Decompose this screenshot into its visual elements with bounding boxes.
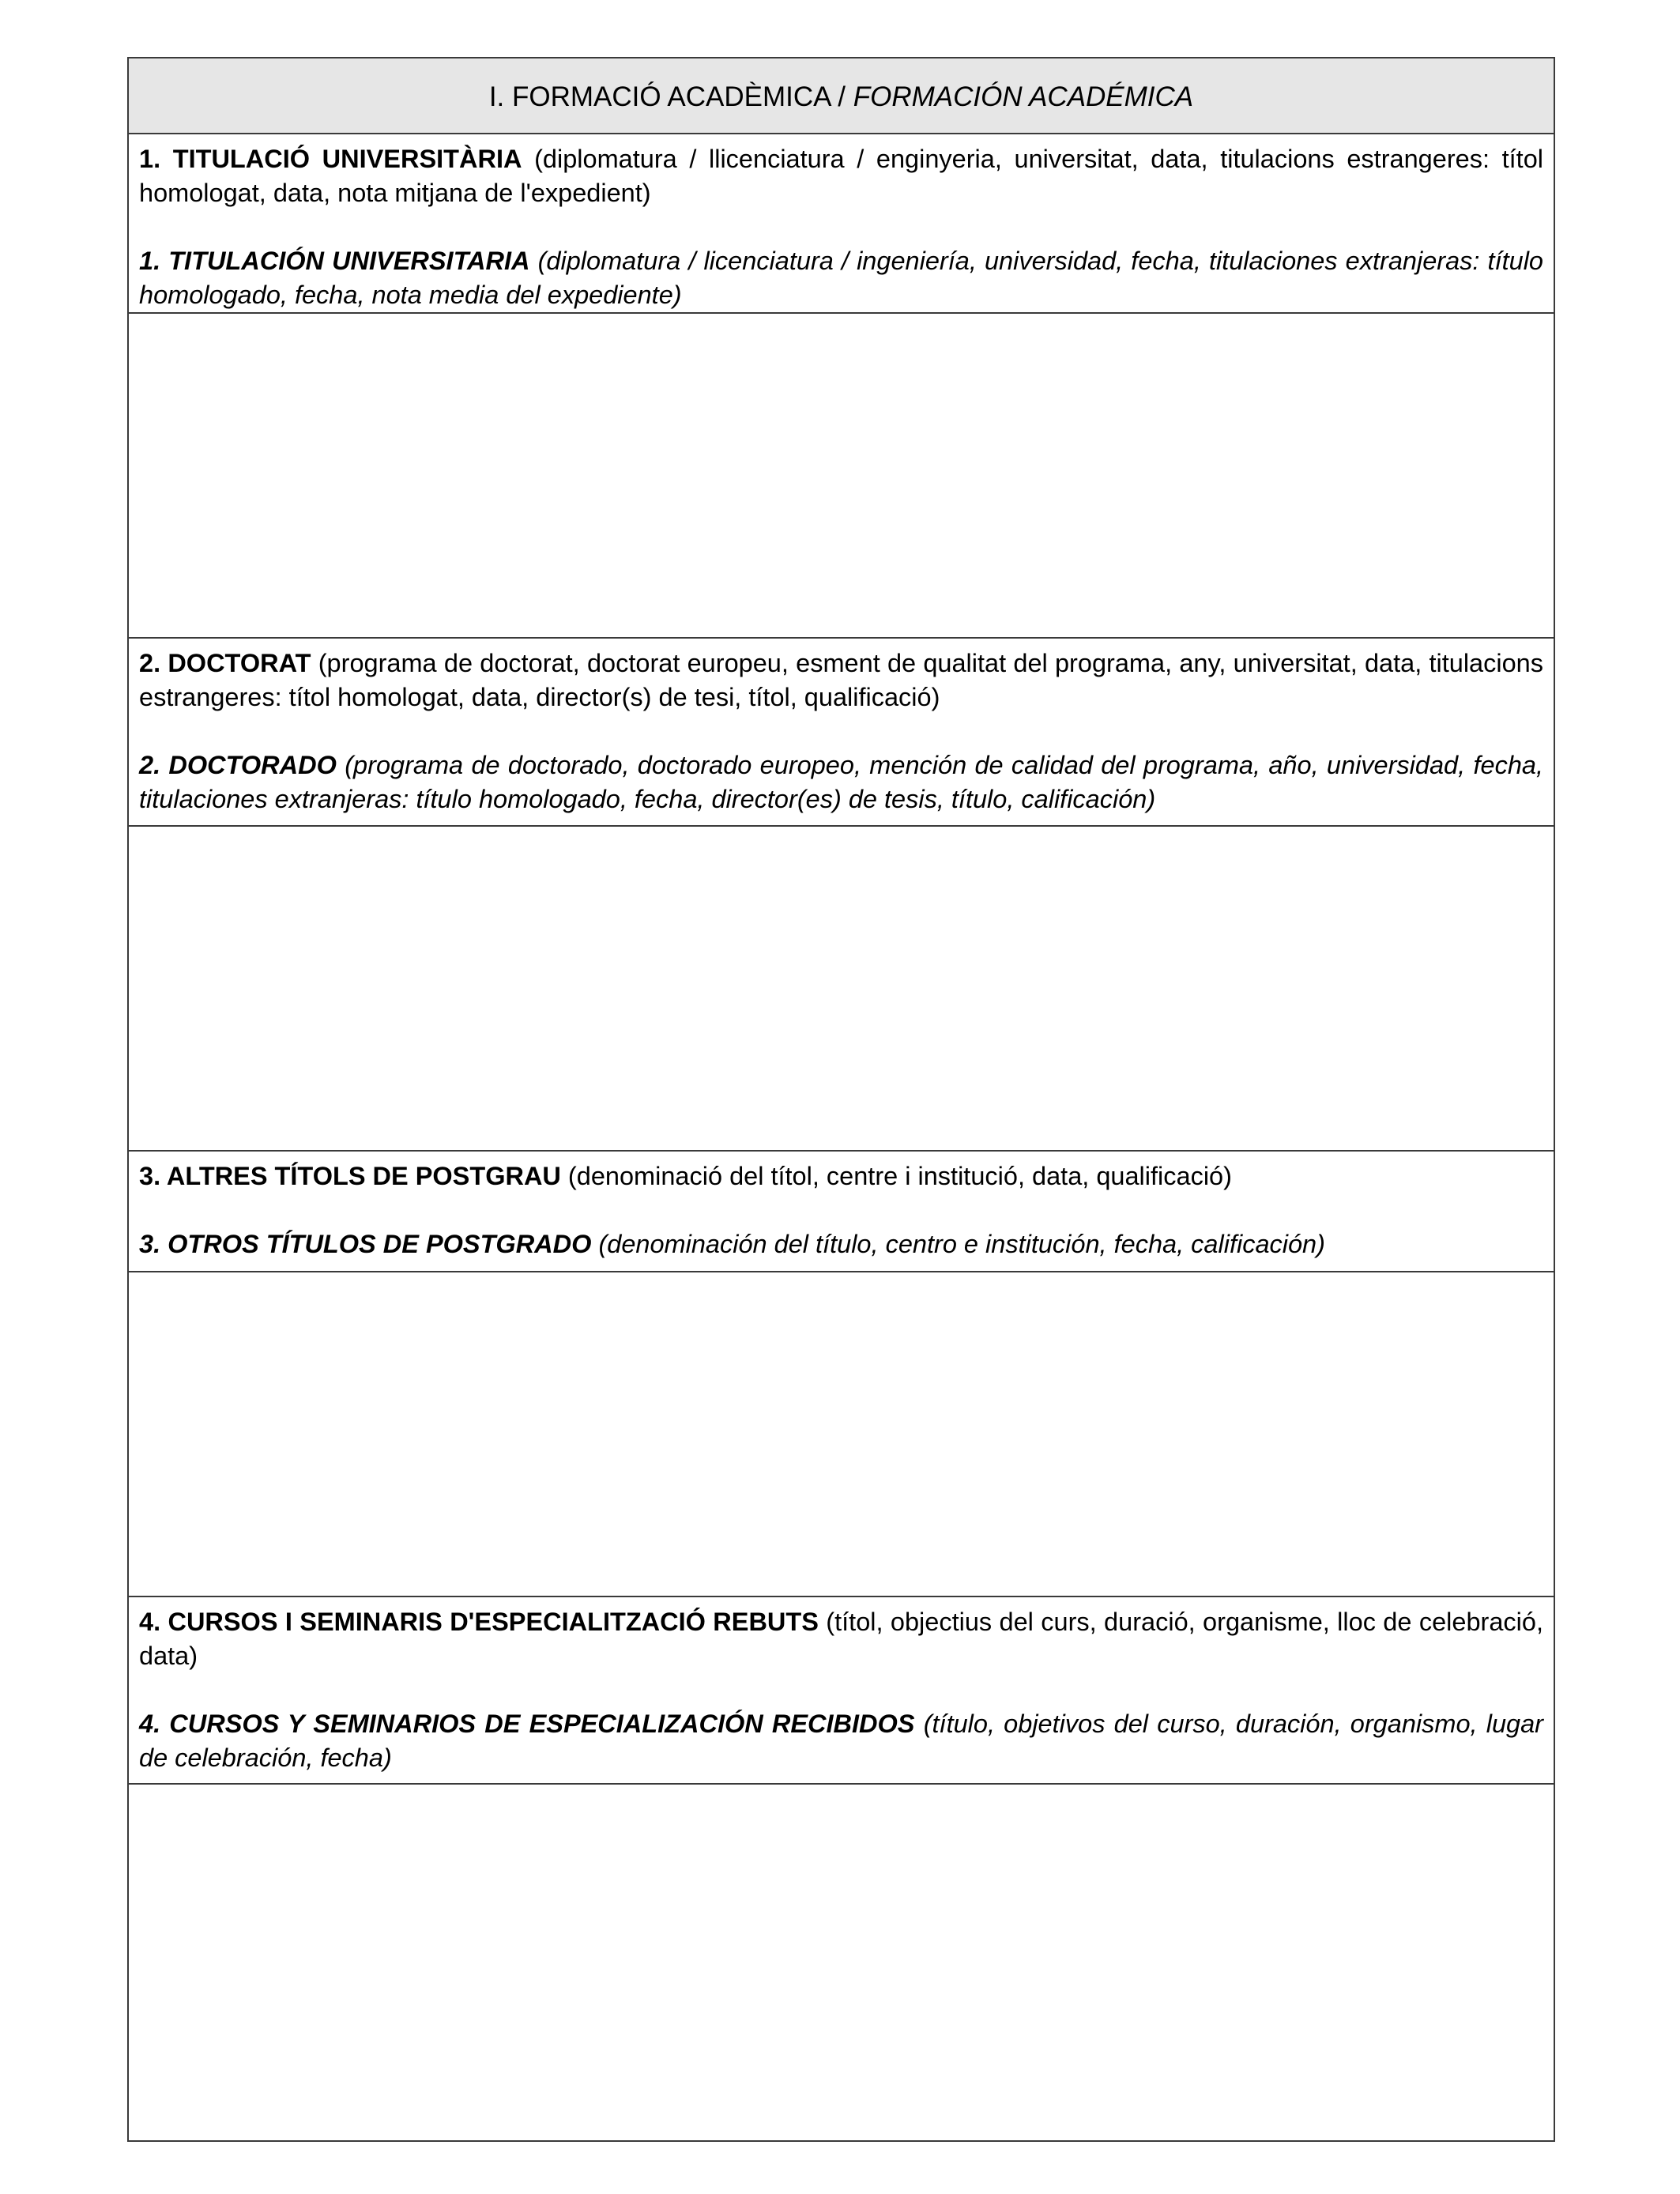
section-1-title-es: 1. TITULACIÓN UNIVERSITARIA bbox=[139, 247, 530, 275]
section-2-desc-es: (programa de doctorado, doctorado europeo, mención de calidad del programa, año, universidad, fecha, titulaciones extranjeras: título homologado, fecha, director(es) de tesis, título, calificación) bbox=[139, 751, 1544, 813]
section-2-desc-ca: (programa de doctorat, doctorat europeu, esment de qualitat del programa, any, universitat, data, titulacions estrangeres: títol homologat, data, director(s) de tesi, títol, qualificació) bbox=[139, 649, 1543, 711]
section-4-spanish bbox=[139, 1707, 1543, 1775]
section-3-spanish bbox=[139, 1227, 1543, 1261]
section-2-title-es: 2. DOCTORADO bbox=[139, 751, 337, 779]
section-1-answer-field[interactable] bbox=[128, 313, 1554, 638]
section-3-answer-field[interactable] bbox=[128, 1272, 1554, 1596]
section-header bbox=[128, 58, 1554, 134]
section-3-desc-es: (denominación del título, centro e institución, fecha, calificación) bbox=[598, 1230, 1325, 1258]
title-catalan: I. FORMACIÓ ACADÈMICA bbox=[488, 81, 831, 112]
section-4-catalan bbox=[139, 1605, 1543, 1673]
section-2-catalan bbox=[139, 647, 1543, 714]
section-1-instructions bbox=[128, 134, 1554, 313]
section-2-title-ca: 2. DOCTORAT bbox=[139, 649, 311, 677]
section-3-title-ca: 3. ALTRES TÍTOLS DE POSTGRAU bbox=[139, 1162, 561, 1190]
section-3-catalan bbox=[139, 1159, 1543, 1193]
section-1-spanish bbox=[139, 244, 1543, 312]
section-2-spanish bbox=[139, 748, 1543, 816]
section-3-title-es: 3. OTROS TÍTULOS DE POSTGRADO bbox=[139, 1230, 592, 1258]
academic-training-form bbox=[127, 57, 1555, 2142]
title-separator: / bbox=[838, 81, 846, 112]
title-spanish: FORMACIÓN ACADÉMICA bbox=[853, 81, 1194, 112]
section-2-instructions bbox=[128, 638, 1554, 826]
section-3-desc-ca: (denominació del títol, centre i institució, data, qualificació) bbox=[567, 1162, 1232, 1190]
section-4-desc-ca: (títol, objectius del curs, duració, organisme, lloc de celebració, data) bbox=[139, 1608, 1543, 1670]
section-1-catalan bbox=[139, 142, 1543, 210]
section-4-desc-es: (título, objetivos del curso, duración, organismo, lugar de celebración, fecha) bbox=[139, 1710, 1543, 1772]
section-1-desc-ca: (diplomatura / llicenciatura / enginyeria, universitat, data, titulacions estrangeres: títol homologat, data, nota mitjana de l'expedient) bbox=[139, 145, 1543, 207]
section-1-title-ca: 1. TITULACIÓ UNIVERSITÀRIA bbox=[139, 145, 522, 173]
section-4-instructions bbox=[128, 1596, 1554, 1784]
section-1-desc-es: (diplomatura / licenciatura / ingeniería, universidad, fecha, titulaciones extranjeras: título homologado, fecha, nota media del expediente) bbox=[139, 247, 1544, 309]
form-title bbox=[489, 78, 1193, 113]
section-4-title-ca: 4. CURSOS I SEMINARIS D'ESPECIALITZACIÓ REBUTS bbox=[139, 1608, 819, 1636]
section-3-instructions bbox=[128, 1151, 1554, 1272]
section-4-answer-field[interactable] bbox=[128, 1784, 1554, 2141]
section-4-title-es: 4. CURSOS Y SEMINARIOS DE ESPECIALIZACIÓN RECIBIDOS bbox=[139, 1710, 915, 1738]
section-2-answer-field[interactable] bbox=[128, 826, 1554, 1151]
